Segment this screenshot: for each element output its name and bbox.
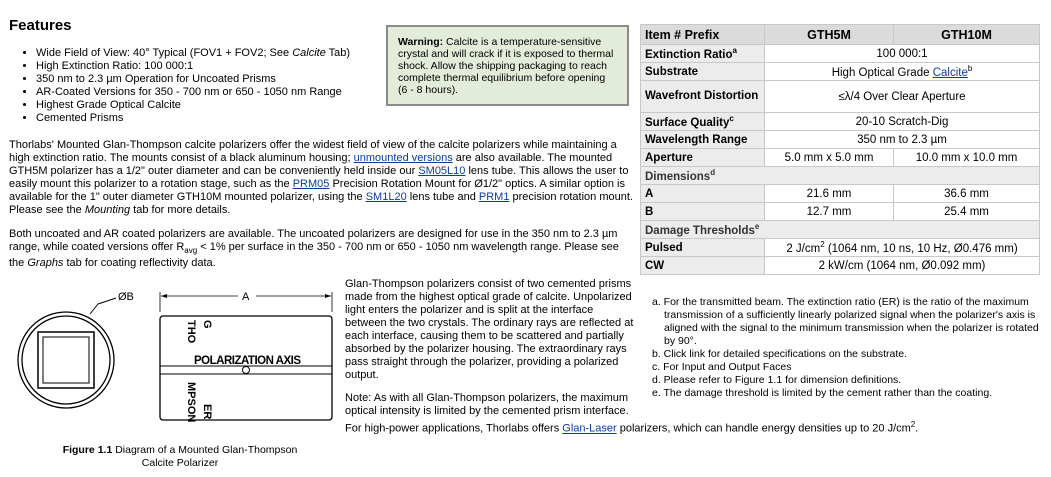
table-row: CW 2 kW/cm (1064 nm, Ø0.092 mm) (641, 257, 1040, 275)
polarization-axis-label: POLARIZATION AXIS (194, 355, 301, 367)
list-item: • Highest Grade Optical Calcite (36, 99, 350, 112)
prm1-link[interactable]: PRM1 (478, 191, 510, 203)
footnote-d: d. Please refer to Figure 1.1 for dimension definitions. (652, 374, 902, 386)
sm05l10-link[interactable]: SM05L10 (418, 165, 466, 177)
sm1l20-link[interactable]: SM1L20 (365, 191, 407, 203)
features-list (36, 47, 350, 125)
table-row: Wavefront Distortion ≤λ/4 Over Clear Aperture (641, 81, 1040, 113)
footnote-e: e. The damage threshold is limited by the cement rather than the coating. (652, 387, 993, 399)
features-title: Features (9, 17, 72, 34)
warning-label: Warning: (398, 36, 444, 48)
footnote-b: b. Click link for detailed specifications on the substrate. (652, 348, 908, 360)
footnotes (652, 296, 1044, 400)
table-group-row: Damage Thresholds$^e$ (641, 221, 1040, 239)
coating-paragraph: Both uncoated and AR coated polarizers are available. The uncoated polarizers are designed for use in the 350 nm to 2.3 µm range, while coated versions offer $R_{avg} < 1\%$ per surface in the 350 - 700 nm or 650 - 1050 nm wavelength range. Please see the Graphs tab for coating reflectivity data. (9, 228, 619, 270)
column-header: GTH5M (765, 25, 894, 45)
list-item: • Cemented Prisms (36, 112, 350, 125)
list-item: • 350 nm to 2.3 µm Operation for Uncoated Prisms (36, 73, 350, 86)
spec-table (640, 24, 1040, 275)
warning-text: Calcite is a temperature-sensitive crystal and will crack if it is exposed to thermal shock. Allow the shipping packaging to reach complete thermal equilibrium before opening (6 - 8 hours). (398, 36, 614, 96)
table-row: B 12.7 mm 25.4 mm (641, 203, 1040, 221)
engraving-top: THO (185, 320, 197, 344)
table-row: Surface Quality$^c$ 20-10 Scratch-Dig (641, 113, 1040, 131)
column-header: GTH10M (894, 25, 1040, 45)
unmounted-versions-link[interactable]: unmounted versions (353, 152, 453, 164)
calcite-link[interactable]: Calcite (932, 66, 968, 79)
engraving-bottom: MPSON (185, 382, 197, 423)
table-row: Pulsed 2 $J/cm^2$ (1064 nm, 10 ns, 10 Hz, Ø0.476 mm) (641, 239, 1040, 257)
footnote-c: c. For Input and Output Faces (652, 361, 792, 373)
table-row: Aperture 5.0 mm x 5.0 mm 10.0 mm x 10.0 mm (641, 149, 1040, 167)
engraving-top-2: G (201, 320, 213, 329)
length-a-label: A (242, 291, 250, 303)
calcite-tab-ref: Calcite (292, 47, 326, 59)
note-paragraph: Note: As with all Glan-Thompson polarizers, the maximum optical intensity is limited by the cemented prism interface. (345, 392, 629, 417)
footnote-a: a. For the transmitted beam. The extinction ratio (ER) is the ratio of the maximum transmission of a sufficiently linearly polarized signal when the polarizer's axis is aligned with the signal to the minimum transmission when the polarizer is rotated by 90°. (652, 296, 1039, 347)
table-row: Substrate High Optical Grade Calcite$^b$ (641, 63, 1040, 81)
figure-caption: Figure 1.1 Diagram of a Mounted Glan-Thompson Calcite Polarizer (62, 444, 298, 469)
side-view (160, 291, 332, 422)
description-paragraph: Glan-Thompson polarizers consist of two cemented prisms made from the highest optical grade of calcite. Unpolarized light enters the polarizer and is split at the interface between the two crystals. The ordinary rays are reflected at each interface, causing them to be scattered and partially absorbed by the polarizer housing. The extraordinary rays pass straight through the polarizer, providing a polarized output. (345, 278, 634, 381)
end-view (18, 291, 134, 408)
engraving-bottom-2: ER (201, 404, 213, 420)
list-item: • Wide Field of View: 40° Typical (FOV1 + FOV2; See Calcite Tab) (36, 47, 350, 60)
warning-box (386, 25, 629, 106)
column-header: Item # Prefix (641, 25, 765, 45)
table-header-row (641, 25, 1040, 45)
diameter-b-label: ØB (118, 291, 134, 303)
table-row: A 21.6 mm 36.6 mm (641, 185, 1040, 203)
prm05-link[interactable]: PRM05 (292, 178, 330, 190)
table-row: Wavelength Range 350 nm to 2.3 µm (641, 131, 1040, 149)
list-item: • High Extinction Ratio: 100 000:1 (36, 60, 350, 73)
table-group-row: Dimensions$^d$ (641, 167, 1040, 185)
high-power-note: For high-power applications, Thorlabs offers Glan-Laser polarizers, which can handle energy densities up to 20 $J/cm^2$. (345, 420, 919, 435)
table-row: Extinction Ratio$^a$ 100 000:1 (641, 45, 1040, 63)
polarizer-diagram (10, 284, 340, 429)
list-item: • AR-Coated Versions for 350 - 700 nm or 650 - 1050 nm Range (36, 86, 350, 99)
intro-paragraph: Thorlabs' Mounted Glan-Thompson calcite polarizers offer the widest field of view of the calcite polarizers while maintaining a high extinction ratio. The mounts consist of a black aluminum housing; unmounted versions are also available. The mounted GTH5M polarizer has a 1/2" outer diameter and can be conveniently held inside our SM05L10 lens tube. This allows the user to easily mount this polarizer to a rotation stage, such as the PRM05 Precision Rotation Mount for Ø1/2" optics. A similar option is available for the 1" outer diameter GTH10M mounted polarizer, using the SM1L20 lens tube and PRM1 precision rotation mount. Please see the Mounting tab for more details. (9, 139, 633, 216)
glan-laser-link[interactable]: Glan-Laser (562, 422, 617, 435)
